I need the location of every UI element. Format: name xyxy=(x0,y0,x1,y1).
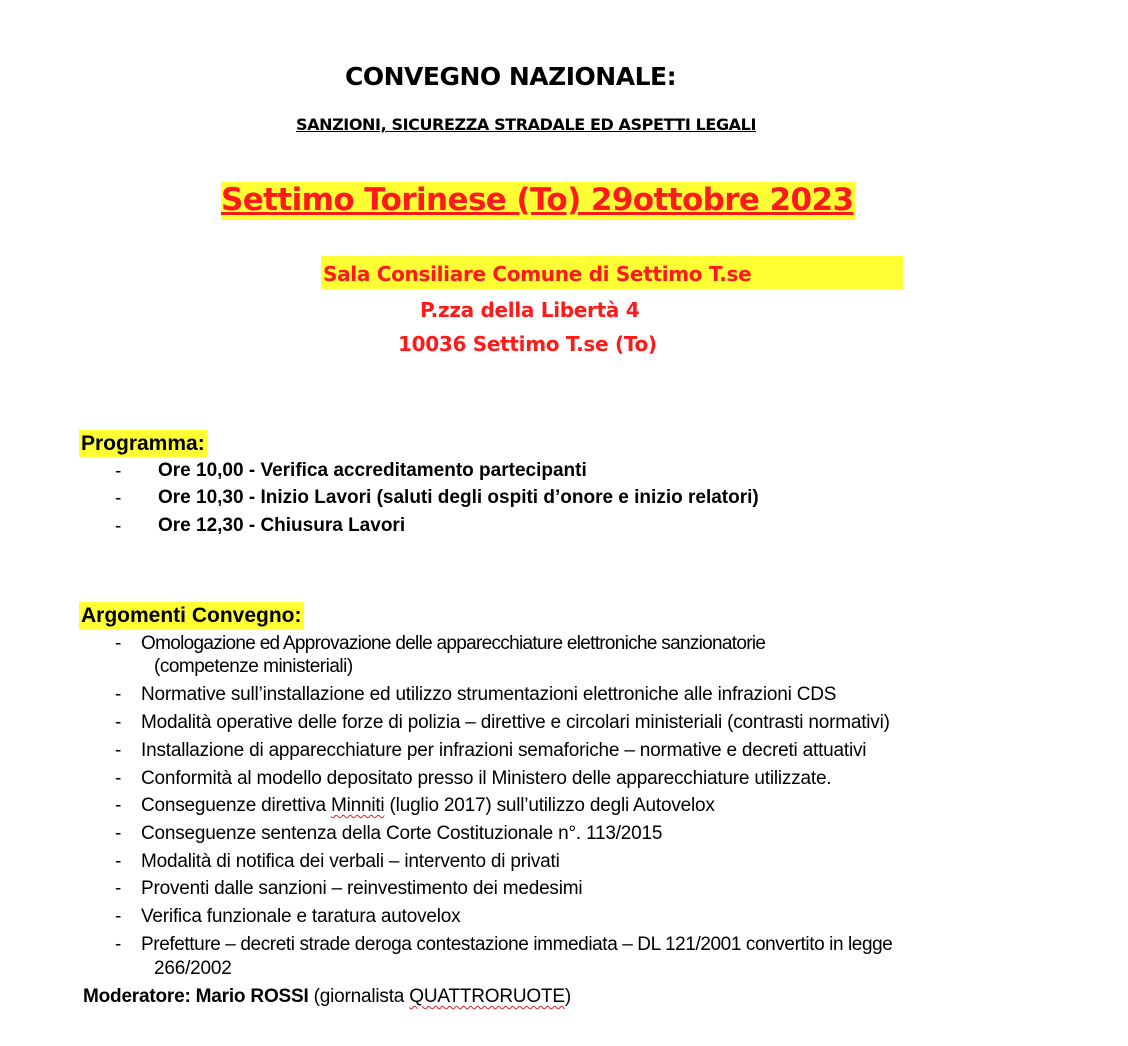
argomenti-item xyxy=(141,795,715,817)
list-bullet: - xyxy=(115,633,122,654)
argomenti-item: Normative sull’installazione ed utilizzo strumentazioni elettroniche alle infrazioni CDS xyxy=(141,684,837,705)
list-bullet: - xyxy=(115,878,122,899)
venue-hall: Sala Consiliare Comune di Settimo T.se xyxy=(323,262,752,286)
list-bullet: - xyxy=(115,795,122,816)
argomenti-item: Prefetture – decreti strade deroga contestazione immediata – DL 121/2001 convertito in legge xyxy=(141,934,893,955)
list-bullet: - xyxy=(115,488,122,509)
argomenti-item: Modalità operative delle forze di polizia – direttive e circolari ministeriali (contrasti normativi) xyxy=(141,712,890,733)
list-bullet: - xyxy=(115,768,122,789)
argomenti-item: Omologazione ed Approvazione delle apparecchiature elettroniche sanzionatorie xyxy=(141,633,766,654)
argomenti-item: Verifica funzionale e taratura autovelox xyxy=(141,906,461,927)
list-bullet: - xyxy=(115,823,122,844)
list-bullet: - xyxy=(115,851,122,872)
argomenti-item-text: Conseguenze direttiva xyxy=(141,795,331,816)
argomenti-item: Proventi dalle sanzioni – reinvestimento dei medesimi xyxy=(141,878,583,899)
spellcheck-flagged-word: Minniti xyxy=(330,795,385,816)
argomenti-item: Installazione di apparecchiature per infrazioni semaforiche – normative e decreti attuativi xyxy=(141,740,867,761)
argomenti-item-continuation: (competenze ministeriali) xyxy=(154,656,353,677)
list-bullet: - xyxy=(115,461,122,482)
list-bullet: - xyxy=(115,684,122,705)
argomenti-heading: Argomenti Convegno: xyxy=(81,604,302,627)
programma-heading: Programma: xyxy=(81,432,205,455)
argomenti-item: Modalità di notifica dei verbali – intervento di privati xyxy=(141,851,560,872)
list-bullet: - xyxy=(115,516,122,537)
list-bullet: - xyxy=(115,740,122,761)
venue-city: 10036 Settimo T.se (To) xyxy=(398,332,657,356)
moderatore-line xyxy=(83,986,571,1008)
moderatore-role: (giornalista xyxy=(308,986,410,1007)
event-date-location: Settimo Torinese (To) 29ottobre 2023 xyxy=(221,182,854,218)
programma-item: Ore 10,30 - Inizio Lavori (saluti degli ospiti d’onore e inizio relatori) xyxy=(158,487,759,508)
spellcheck-flagged-word: QUATTRORUOTE xyxy=(409,986,565,1007)
programma-item: Ore 10,00 - Verifica accreditamento partecipanti xyxy=(158,460,587,481)
argomenti-item-text: (luglio 2017) sull’utilizzo degli Autovelox xyxy=(384,795,715,816)
programma-item: Ore 12,30 - Chiusura Lavori xyxy=(158,515,406,536)
list-bullet: - xyxy=(115,712,122,733)
document-title: CONVEGNO NAZIONALE: xyxy=(345,62,677,91)
argomenti-item: Conformità al modello depositato presso il Ministero delle apparecchiature utilizzate. xyxy=(141,768,832,789)
document-subtitle: SANZIONI, SICUREZZA STRADALE ED ASPETTI LEGALI xyxy=(296,115,757,134)
moderatore-label: Moderatore: Mario ROSSI xyxy=(83,986,309,1007)
list-bullet: - xyxy=(115,906,122,927)
argomenti-item: Conseguenze sentenza della Corte Costituzionale n°. 113/2015 xyxy=(141,823,663,844)
moderatore-role-end: ) xyxy=(564,986,571,1007)
venue-street: P.zza della Libertà 4 xyxy=(420,298,640,322)
list-bullet: - xyxy=(115,934,122,955)
argomenti-item-continuation: 266/2002 xyxy=(154,958,232,979)
